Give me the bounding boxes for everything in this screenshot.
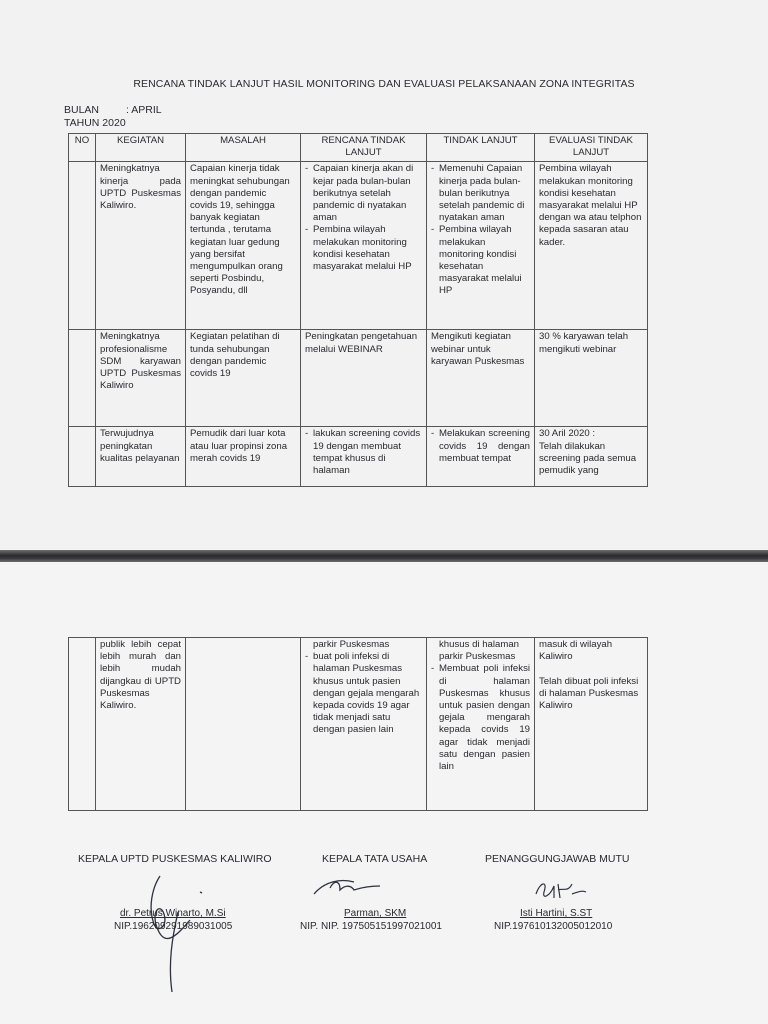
cell-evaluasi: 30 Aril 2020 : Telah dilakukan screening pada semua pemudik yang xyxy=(535,427,648,487)
signature-name-quality: Isti Hartini, S.ST xyxy=(520,908,593,919)
rtl-table-continuation xyxy=(68,637,648,811)
list-item: - Membuat poli infeksi di halaman Puskesmas khusus untuk pasien dengan gejala mengarah kepada covids 19 agar tidak menjadi satu dengan pasien lain xyxy=(431,663,530,773)
cell-no xyxy=(69,330,96,427)
list-item: - Capaian kinerja akan di kejar pada bulan-bulan berikutnya setelah pandemic di nyatakan aman xyxy=(305,163,422,224)
signature-nip-quality: NIP.197610132005012010 xyxy=(494,921,613,932)
cell-tindak-lanjut xyxy=(427,638,535,811)
cell-tindak-lanjut xyxy=(427,427,535,487)
signature-name-admin: Parman, SKM xyxy=(344,908,407,919)
signature-nip-head: NIP.196209291989031005 xyxy=(114,921,233,932)
cell-rencana xyxy=(301,162,427,330)
cell-masalah: Pemudik dari luar kota atau luar propinsi zona merah covids 19 xyxy=(186,427,301,487)
document-title: RENCANA TINDAK LANJUT HASIL MONITORING DAN EVALUASI PELAKSANAAN ZONA INTEGRITAS xyxy=(133,78,635,90)
header-masalah: MASALAH xyxy=(186,134,301,162)
signature-scribble-quality xyxy=(528,876,588,906)
month-value: : APRIL xyxy=(126,104,162,116)
cell-evaluasi: 30 % karyawan telah mengikuti webinar xyxy=(535,330,648,427)
cell-kegiatan: Meningkatnya kinerja pada UPTD Puskesmas Kaliwiro. xyxy=(96,162,186,330)
signature-title-head: KEPALA UPTD PUSKESMAS KALIWIRO xyxy=(78,853,272,865)
month-label: BULAN xyxy=(64,104,100,116)
table-row xyxy=(69,638,648,811)
year-line: TAHUN 2020 xyxy=(64,117,126,129)
rencana-item-2: buat poli infeksi di halaman Puskesmas khusus untuk pasien dengan gejala mengarah kepada covids 19 agar tidak menjadi satu dengan pasien lain xyxy=(313,651,420,736)
tindak-item-1: Memenuhi Capaian kinerja pada bulan-bulan berikutnya setelah pandemic di nyatakan aman xyxy=(439,163,525,224)
table-header-row xyxy=(69,134,648,162)
table-row xyxy=(69,427,648,487)
list-item: - Memenuhi Capaian kinerja pada bulan-bulan berikutnya setelah pandemic di nyatakan aman xyxy=(431,163,530,224)
cell-masalah: Capaian kinerja tidak meningkat sehubungan dengan pandemic covids 19, sehingga banyak kegiatan tertunda , terutama kegiatan luar gedung yang bersifat mengumpulkan orang seperti Posbindu, Posyandu, dll xyxy=(186,162,301,330)
cell-rencana xyxy=(301,638,427,811)
signature-scribble-admin xyxy=(310,872,385,902)
rtl-table xyxy=(68,133,648,487)
month-line xyxy=(64,104,162,116)
header-tindak-lanjut: TINDAK LANJUT xyxy=(427,134,535,162)
list-item: - buat poli infeksi di halaman Puskesmas khusus untuk pasien dengan gejala mengarah kepada covids 19 agar tidak menjadi satu dengan pasien lain xyxy=(305,651,422,736)
tindak-item-2: Membuat poli infeksi di halaman Puskesmas khusus untuk pasien dengan gejala mengarah kepada covids 19 agar tidak menjadi satu dengan pasien lain xyxy=(439,663,530,773)
signature-title-quality: PENANGGUNGJAWAB MUTU xyxy=(485,853,630,865)
cell-no xyxy=(69,162,96,330)
table-row xyxy=(69,162,648,330)
cell-masalah xyxy=(186,638,301,811)
signature-scribble-head xyxy=(138,868,208,998)
header-no: NO xyxy=(69,134,96,162)
cell-kegiatan: Terwujudnya peningkatan kualitas pelayanan xyxy=(96,427,186,487)
cell-evaluasi: Pembina wilayah melakukan monitoring kondisi kesehatan masyarakat melalui HP dengan wa atau telphon kepada sasaran atau kader. xyxy=(535,162,648,330)
cell-tindak-lanjut: Mengikuti kegiatan webinar untuk karyawan Puskesmas xyxy=(427,330,535,427)
list-item: - Pembina wilayah melakukan monitoring kondisi kesehatan masyarakat melalui HP xyxy=(431,224,530,297)
cell-no xyxy=(69,638,96,811)
rencana-item-2: Pembina wilayah melakukan monitoring kondisi kesehatan masyarakat melalui HP xyxy=(313,224,412,273)
rencana-item-1: Capaian kinerja akan di kejar pada bulan-bulan berikutnya setelah pandemic di nyatakan aman xyxy=(313,163,414,224)
rencana-continued: parkir Puskesmas xyxy=(313,639,390,650)
cell-evaluasi: masuk di wilayah Kaliwiro Telah dibuat poli infeksi di halaman Puskesmas Kaliwiro xyxy=(535,638,648,811)
cell-rencana: Peningkatan pengetahuan melalui WEBINAR xyxy=(301,330,427,427)
signature-nip-admin: NIP. NIP. 197505151997021001 xyxy=(300,921,442,932)
header-evaluasi: EVALUASI TINDAK LANJUT xyxy=(535,134,648,162)
cell-tindak-lanjut xyxy=(427,162,535,330)
tindak-continued: khusus di halaman parkir Puskesmas xyxy=(439,639,519,663)
cell-rencana xyxy=(301,427,427,487)
cell-kegiatan: Meningkatnya profesionalisme SDM karyawan UPTD Puskesmas Kaliwiro xyxy=(96,330,186,427)
signature-name-head: dr. Petrus Winarto, M.Si xyxy=(120,908,226,919)
cell-kegiatan: publik lebih cepat lebih murah dan lebih mudah dijangkau di UPTD Puskesmas Kaliwiro. xyxy=(96,638,186,811)
table-row xyxy=(69,330,648,427)
tindak-item-2: Pembina wilayah melakukan monitoring kondisi kesehatan masyarakat melalui HP xyxy=(439,224,522,297)
rencana-item-1: lakukan screening covids 19 dengan membuat tempat khusus di halaman xyxy=(313,428,421,477)
cell-masalah: Kegiatan pelatihan di tunda sehubungan dengan pandemic covids 19 xyxy=(186,330,301,427)
header-rencana: RENCANA TINDAK LANJUT xyxy=(301,134,427,162)
header-kegiatan: KEGIATAN xyxy=(96,134,186,162)
list-item: - lakukan screening covids 19 dengan membuat tempat khusus di halaman xyxy=(305,428,421,477)
list-item: - Pembina wilayah melakukan monitoring kondisi kesehatan masyarakat melalui HP xyxy=(305,224,422,273)
list-item: - Melakukan screening covids 19 dengan membuat tempat xyxy=(431,428,530,464)
cell-no xyxy=(69,427,96,487)
signature-title-admin: KEPALA TATA USAHA xyxy=(322,853,428,865)
tindak-item-1: Melakukan screening covids 19 dengan membuat tempat xyxy=(439,428,530,464)
